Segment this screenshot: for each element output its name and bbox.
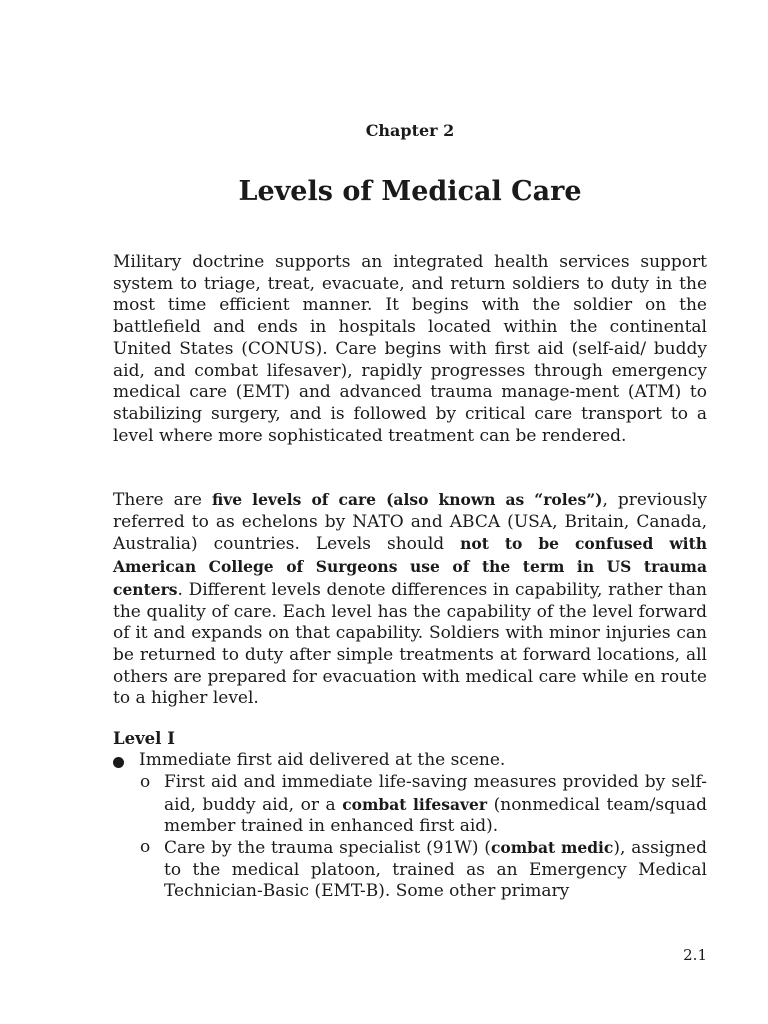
- sub-item-text-2: ), assigned to the medical platoon, trained as an Emergency Medical Technician-Basic (EMT-B). Some other primary: [164, 838, 708, 902]
- intro-paragraph: Military doctrine supports an integrated health services support system to triage, treat, evacuate, and return soldiers to duty in the most time efficient manner. It begins with the soldier on the battlefield and ends in hospitals located within the continental United States (CONUS). Care begins with first aid (self-aid/ buddy aid, and combat lifesaver), rapidly progresses through emergency medical care (EMT) and advanced trauma manage-ment (ATM) to stabilizing surgery, and is followed by critical care transport to a level where more sophisticated treatment can be rendered.: [113, 252, 707, 446]
- sub-item-text: [164, 837, 707, 903]
- levels-text-1: There are: [113, 490, 212, 510]
- level-one-heading: Level I: [113, 729, 175, 748]
- sub-item-text: [164, 772, 707, 838]
- sub-item-emphasis: combat medic: [490, 838, 614, 857]
- sub-item-text-2: (nonmedical team/squad member trained in enhanced first aid).: [164, 794, 707, 837]
- document-page: [113, 0, 707, 1024]
- level-one-bullet-text: Immediate first aid delivered at the scene.: [139, 750, 506, 770]
- levels-text-2: , previously referred to as echelons by NATO and ABCA (USA, Britain, Canada, Australia) countries. Levels should: [113, 490, 707, 555]
- sub-item-text-1: First aid and immediate life-saving measures provided by self-aid, buddy aid, or a: [164, 772, 707, 815]
- sub-item-marker: o: [140, 837, 151, 857]
- bullet-dot-icon: [113, 757, 124, 768]
- levels-emphasis-not-confused: not to be confused with American College of Surgeons use of the term in US trauma centers: [113, 534, 708, 599]
- page-number: 2.1: [683, 946, 707, 964]
- levels-paragraph: [113, 489, 707, 710]
- page-title: Levels of Medical Care: [238, 176, 582, 207]
- levels-text-3: . Different levels denote differences in capability, rather than the quality of care. Each level has the capability of the level forward of it and expands on that capability. Soldiers with minor injuries can be returned to duty after simple treatments at forward locations, all others are prepared for evacuation with medical care while en route to a higher level.: [113, 579, 707, 709]
- sub-item-text-1: Care by the trauma specialist (91W) (: [164, 838, 491, 858]
- levels-emphasis-roles: five levels of care (also known as “roles”): [211, 490, 603, 509]
- chapter-label: Chapter 2: [365, 121, 455, 140]
- sub-item-emphasis: combat lifesaver: [342, 794, 488, 814]
- sub-item-marker: o: [140, 772, 151, 792]
